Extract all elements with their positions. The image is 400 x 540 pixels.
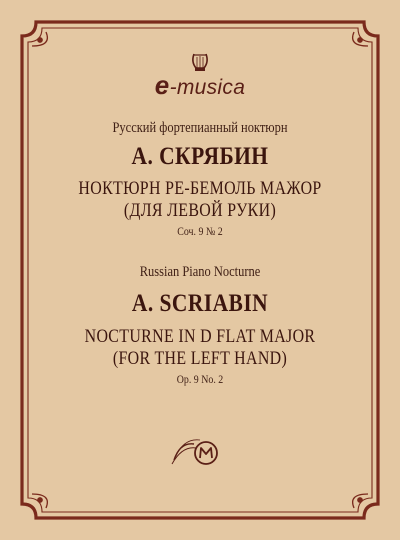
emusica-logo-suffix: -musica xyxy=(169,76,246,99)
muzyka-publisher-logo-icon xyxy=(170,434,230,468)
series-title-ru: Русский фортепианный ноктюрн xyxy=(112,120,288,136)
emusica-logo xyxy=(40,70,360,101)
work-title-en-line1: NOCTURNE IN D FLAT MAJOR xyxy=(84,327,316,347)
emusica-logo-prefix: e xyxy=(154,70,170,100)
cover-content xyxy=(40,40,360,500)
opus-number-en: Op. 9 No. 2 xyxy=(176,374,224,386)
work-title-ru-line2: (ДЛЯ ЛЕВОЙ РУКИ) xyxy=(123,201,277,221)
series-title-en: Russian Piano Nocturne xyxy=(139,264,261,280)
composer-name-en: A. SCRIABIN xyxy=(131,290,269,317)
opus-number-ru: Соч. 9 № 2 xyxy=(177,226,223,238)
work-title-ru-line1: НОКТЮРН РЕ-БЕМОЛЬ МАЖОР xyxy=(78,179,322,199)
composer-name-ru: А. СКРЯБИН xyxy=(131,143,269,170)
work-title-en-line2: (FOR THE LEFT HAND) xyxy=(112,349,288,369)
